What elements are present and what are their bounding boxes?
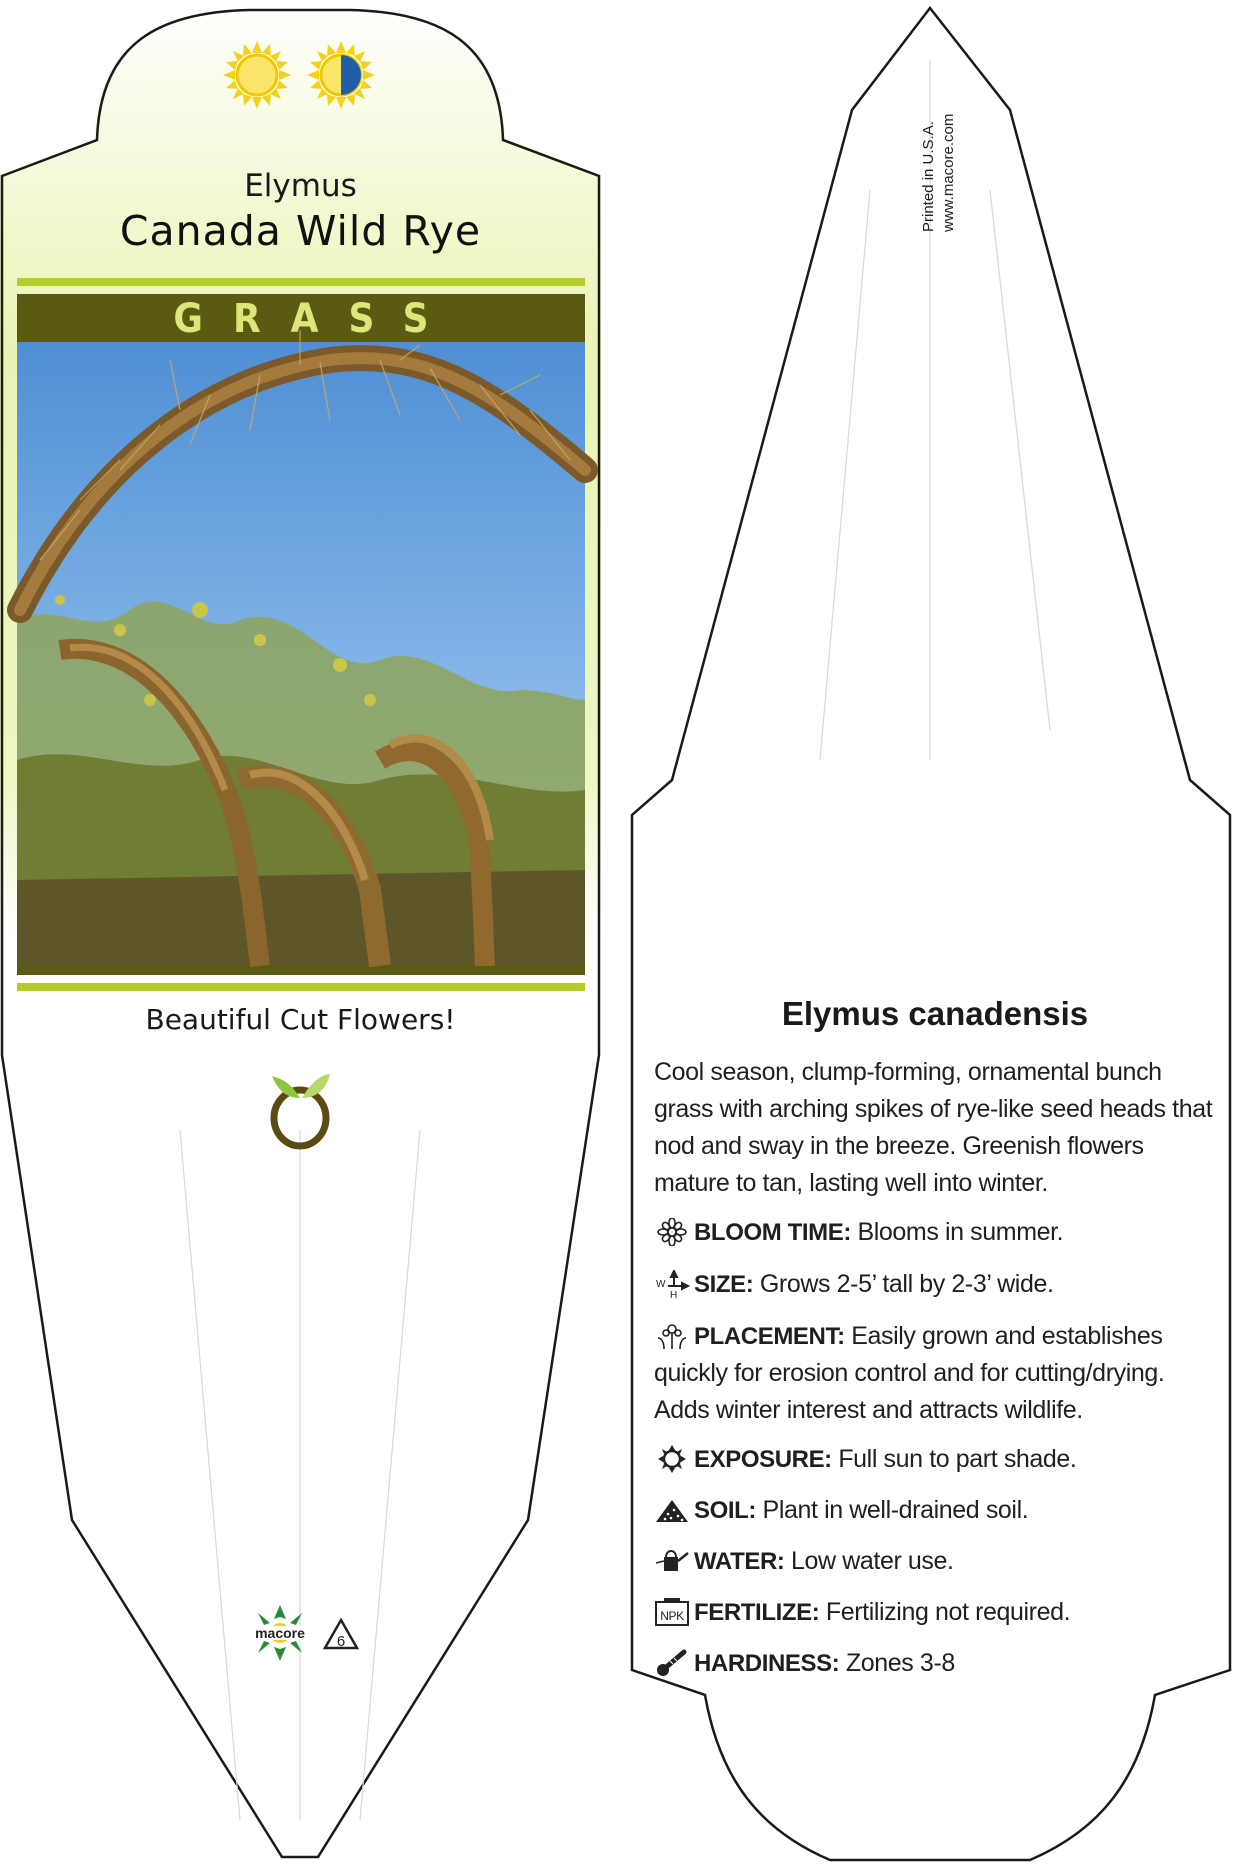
size-h: H — [670, 1290, 677, 1298]
attr-text: Grows 2-5’ tall by 2-3’ wide. — [759, 1270, 1054, 1298]
seedling-logo-icon — [268, 1068, 332, 1150]
attr-water — [654, 1543, 1224, 1580]
attr-exposure — [654, 1441, 1224, 1478]
attr-text: Full sun to part shade. — [838, 1445, 1077, 1473]
attr-text: Easily grown and establishes quickly for erosion control and for cutting/drying. Adds winter interest and attracts wildlife. — [654, 1322, 1165, 1424]
attr-text: Zones 3-8 — [845, 1649, 955, 1677]
attr-label: WATER: — [694, 1548, 785, 1575]
thermometer-icon — [654, 1649, 690, 1677]
attr-text: Low water use. — [791, 1547, 954, 1575]
sun-outline-icon — [654, 1445, 690, 1473]
attr-text: Blooms in summer. — [857, 1218, 1064, 1246]
placement-icon — [654, 1322, 690, 1350]
common-name: Canada Wild Rye — [119, 207, 482, 255]
attr-label: EXPOSURE: — [694, 1446, 832, 1473]
part-shade-icon — [306, 40, 376, 110]
genus-name: Elymus — [244, 168, 357, 204]
full-sun-icon — [222, 40, 292, 110]
attr-size — [654, 1266, 1224, 1303]
attr-label: FERTILIZE: — [694, 1599, 820, 1626]
attr-hardiness — [654, 1645, 1224, 1682]
attr-fertilize — [654, 1594, 1224, 1631]
tagline: Beautiful Cut Flowers! — [145, 1003, 456, 1036]
category-banner: GRASS — [173, 296, 459, 342]
attr-text: Plant in well-drained soil. — [762, 1496, 1029, 1524]
npk-icon — [654, 1598, 690, 1626]
attr-label: BLOOM TIME: — [694, 1219, 851, 1246]
size-arrows-icon — [654, 1270, 690, 1298]
attr-label: PLACEMENT: — [694, 1323, 845, 1350]
recycle-icon — [322, 1617, 360, 1653]
brand-text: macore — [255, 1625, 305, 1641]
recycle-number: 6 — [336, 1633, 346, 1650]
attr-label: HARDINESS: — [694, 1650, 840, 1677]
attr-placement — [654, 1318, 1224, 1429]
attr-bloom-time — [654, 1214, 1224, 1251]
description: Cool season, clump-forming, ornamental bunch grass with arching spikes of rye-like seed heads that nod and sway in the breeze. Greenish flowers mature to tan, lasting well into winter. — [654, 1058, 1213, 1197]
npk-text: NPK — [660, 1609, 684, 1623]
photo-canada-wild-rye — [17, 330, 585, 966]
attr-text: Fertilizing not required. — [825, 1598, 1071, 1626]
flower-icon — [654, 1218, 690, 1246]
watering-can-icon — [654, 1547, 690, 1575]
back-tag — [632, 8, 1230, 1860]
attr-soil — [654, 1492, 1224, 1529]
size-w: W — [656, 1279, 666, 1290]
attr-label: SIZE: — [694, 1271, 754, 1298]
printed-in-label: Printed in U.S.A. — [920, 121, 937, 232]
website-label: www.macore.com — [940, 113, 957, 232]
macore-logo — [244, 1603, 316, 1663]
botanical-name: Elymus canadensis — [781, 995, 1089, 1032]
soil-icon — [654, 1496, 690, 1524]
attr-label: SOIL: — [694, 1497, 756, 1524]
